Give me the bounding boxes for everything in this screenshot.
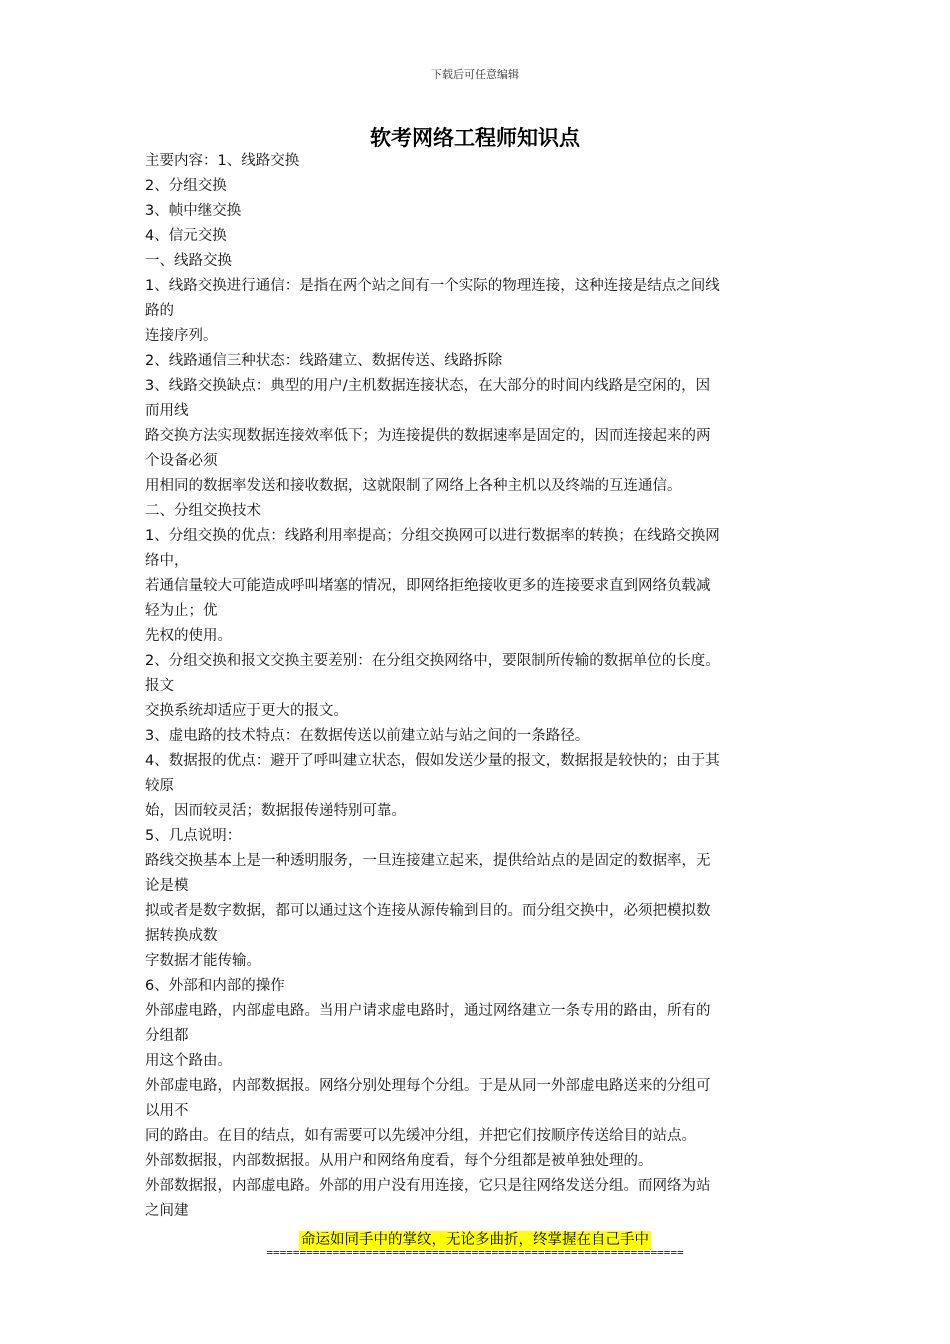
text-line: 交换系统却适应于更大的报文。 [145, 703, 348, 719]
text-line: 以用不 [145, 1103, 189, 1119]
text-line: 5、几点说明： [145, 828, 242, 844]
text-line: 论是模 [145, 878, 189, 894]
text-line: 而用线 [145, 403, 189, 419]
text-line: 2、分组交换 [145, 178, 227, 194]
footer-rule: =============================================================== [266, 1246, 684, 1259]
text-line: 拟或者是数字数据，都可以通过这个连接从源传输到目的。而分组交换中，必须把模拟数 [145, 903, 711, 919]
text-line: 个设备必须 [145, 453, 218, 469]
footer-motto: 命运如同手中的掌纹，无论多曲折，终掌握在自己手中 [301, 1232, 649, 1248]
text-line: 外部虚电路，内部数据报。网络分别处理每个分组。于是从同一外部虚电路送来的分组可 [145, 1078, 711, 1094]
text-line: 较原 [145, 778, 174, 794]
text-line: 轻为止；优 [145, 603, 218, 619]
text-line: 4、信元交换 [145, 228, 227, 244]
text-line: 1、分组交换的优点：线路利用率提高；分组交换网可以进行数据率的转换；在线路交换网 [145, 528, 720, 544]
text-line: 据转换成数 [145, 928, 218, 944]
text-line: 外部数据报，内部虚电路。外部的用户没有用连接，它只是往网络发送分组。而网络为站 [145, 1178, 711, 1194]
text-line: 络中， [145, 553, 189, 569]
text-line: 二、分组交换技术 [145, 503, 261, 519]
text-line: 同的路由。在目的结点，如有需要可以先缓冲分组，并把它们按顺序传送给目的站点。 [145, 1128, 696, 1144]
text-line: 2、分组交换和报文交换主要差别：在分组交换网络中，要限制所传输的数据单位的长度。 [145, 653, 720, 669]
text-line: 用相同的数据率发送和接收数据，这就限制了网络上各种主机以及终端的互连通信。 [145, 478, 682, 494]
text-line: 外部数据报，内部数据报。从用户和网络角度看，每个分组都是被单独处理的。 [145, 1153, 653, 1169]
text-line: 之间建 [145, 1203, 189, 1219]
page-header: 下载后可任意编辑 [431, 68, 519, 81]
text-line: 2、线路通信三种状态：线路建立、数据传送、线路拆除 [145, 353, 503, 369]
text-line: 连接序列。 [145, 328, 218, 344]
text-line: 1、线路交换进行通信：是指在两个站之间有一个实际的物理连接，这种连接是结点之间线 [145, 278, 720, 294]
text-line: 主要内容：1、线路交换 [145, 153, 300, 169]
text-line: 若通信量较大可能造成呼叫堵塞的情况，即网络拒绝接收更多的连接要求直到网络负载减 [145, 578, 711, 594]
text-line: 分组都 [145, 1028, 189, 1044]
text-line: 外部虚电路，内部虚电路。当用户请求虚电路时，通过网络建立一条专用的路由，所有的 [145, 1003, 711, 1019]
text-line: 3、线路交换缺点：典型的用户/主机数据连接状态，在大部分的时间内线路是空闲的，因 [145, 378, 711, 394]
text-line: 路的 [145, 303, 174, 319]
text-line: 路线交换基本上是一种透明服务，一旦连接建立起来，提供给站点的是固定的数据率，无 [145, 853, 711, 869]
text-line: 报文 [145, 678, 174, 694]
text-line: 4、数据报的优点：避开了呼叫建立状态，假如发送少量的报文，数据报是较快的；由于其 [145, 753, 720, 769]
text-line: 先权的使用。 [145, 628, 232, 644]
document-body [145, 149, 815, 1224]
text-line: 始，因而较灵活；数据报传递特别可靠。 [145, 803, 406, 819]
text-line: 字数据才能传输。 [145, 953, 261, 969]
text-line: 路交换方法实现数据连接效率低下；为连接提供的数据速率是固定的，因而连接起来的两 [145, 428, 711, 444]
document-title: 软考网络工程师知识点 [370, 126, 580, 150]
text-line: 用这个路由。 [145, 1053, 232, 1069]
text-line: 3、虚电路的技术特点：在数据传送以前建立站与站之间的一条路径。 [145, 728, 590, 744]
text-line: 一、线路交换 [145, 253, 232, 269]
text-line: 6、外部和内部的操作 [145, 978, 285, 994]
text-line: 3、帧中继交换 [145, 203, 242, 219]
